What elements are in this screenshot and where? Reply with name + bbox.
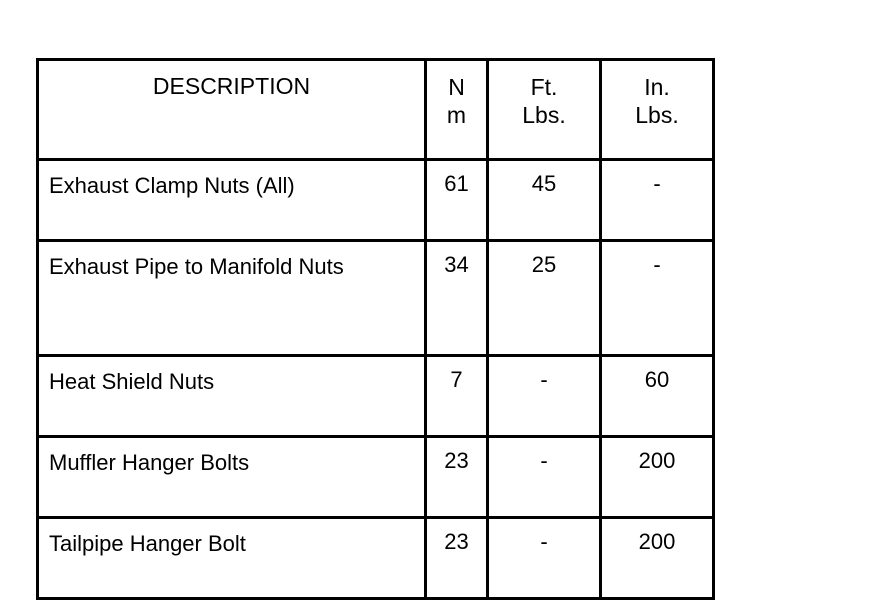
- cell-newton-meters: 34: [426, 241, 488, 356]
- cell-foot-pounds: 25: [488, 241, 601, 356]
- table-row: [38, 160, 714, 241]
- cell-inch-pounds: -: [601, 160, 714, 241]
- column-header-nm-line1: N: [448, 74, 465, 100]
- table-row: [38, 437, 714, 518]
- table-row: [38, 518, 714, 599]
- table-row: [38, 356, 714, 437]
- cell-newton-meters: 23: [426, 437, 488, 518]
- cell-inch-pounds: 200: [601, 518, 714, 599]
- column-header-nm-line2: m: [446, 102, 467, 129]
- column-header-description: DESCRIPTION: [38, 60, 426, 160]
- cell-inch-pounds: 60: [601, 356, 714, 437]
- table-header-row: [38, 60, 714, 160]
- column-header-inlbs-line1: In.: [644, 74, 670, 100]
- cell-description: Exhaust Clamp Nuts (All): [38, 160, 426, 241]
- column-header-foot-pounds: [488, 60, 601, 160]
- cell-foot-pounds: -: [488, 518, 601, 599]
- cell-newton-meters: 61: [426, 160, 488, 241]
- column-header-ftlbs-line2: Lbs.: [522, 102, 566, 129]
- column-header-newton-meters: [426, 60, 488, 160]
- cell-foot-pounds: -: [488, 356, 601, 437]
- column-header-inlbs-line2: Lbs.: [635, 102, 679, 129]
- cell-inch-pounds: 200: [601, 437, 714, 518]
- cell-foot-pounds: -: [488, 437, 601, 518]
- table-row: [38, 241, 714, 356]
- cell-newton-meters: 7: [426, 356, 488, 437]
- cell-description: Muffler Hanger Bolts: [38, 437, 426, 518]
- column-header-ftlbs-line1: Ft.: [530, 74, 558, 100]
- torque-specification-table: [36, 58, 715, 600]
- cell-foot-pounds: 45: [488, 160, 601, 241]
- cell-description: Heat Shield Nuts: [38, 356, 426, 437]
- cell-description: Tailpipe Hanger Bolt: [38, 518, 426, 599]
- cell-newton-meters: 23: [426, 518, 488, 599]
- cell-inch-pounds: -: [601, 241, 714, 356]
- column-header-inch-pounds: [601, 60, 714, 160]
- cell-description: Exhaust Pipe to Manifold Nuts: [38, 241, 426, 356]
